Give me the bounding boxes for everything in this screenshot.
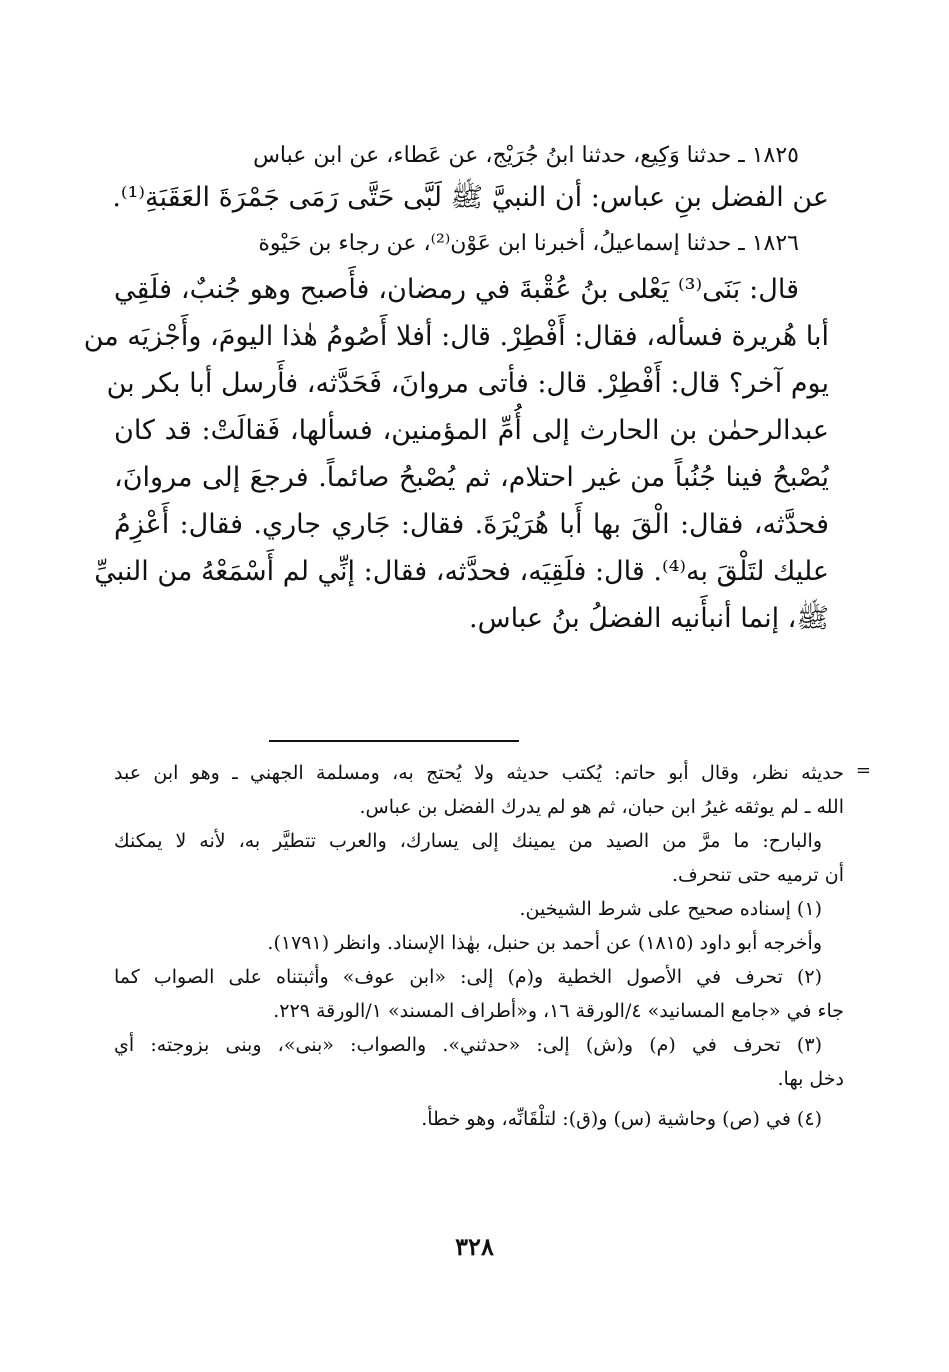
- hadith-1826-body-line: فحدَّثه، فقال: الْقَ بها أَبا هُرَيْرَةَ. فقال: جَاري جاري. فقال: أَعْزِمُ: [114, 509, 829, 540]
- hadith-1826-body: [83, 266, 829, 642]
- footnote-line: دخل بها.: [777, 1068, 844, 1090]
- hadith-1825-line-2: عن الفضل بنِ عباس: أن النبيَّ ﷺ لَبَّى حَتَّى رَمَى جَمْرَةَ العَقَبَةِ⁽¹⁾.: [112, 182, 829, 213]
- footnote-paragraph: [114, 960, 844, 1028]
- footnote-line: (١) إسناده صحيح على شرط الشيخين.: [519, 898, 822, 920]
- hadith-1826-body-line: يوم آخر؟ قال: أَفْطِرْ. قال: فأتى مروانَ، فَحَدَّثه، فأَرسل أبا بكر بن: [106, 368, 829, 399]
- footnotes: [114, 756, 844, 1136]
- footnote-paragraph: [114, 926, 844, 960]
- footnote-line: حديثه نظر، وقال أبو حاتم: يُكتب حديثه ولا يُحتج به، ومسلمة الجهني ـ وهو ابن عبد: [114, 762, 844, 784]
- footnote-paragraph: [114, 756, 844, 824]
- footnote-line: (٣) تحرف في (م) و(ش) إلى: «حدثني». والصواب: «بنى»، وبنى بزوجته: أي: [114, 1034, 822, 1056]
- footnote-line: الله ـ لم يوثقه غيرُ ابن حبان، ثم هو لم يدرك الفضل بن عباس.: [359, 796, 844, 818]
- footnote-line: (٤) في (ص) وحاشية (س) و(ق): لتلْقَانِّه، وهو خطأ.: [421, 1108, 822, 1130]
- hadith-1826-body-line: عبدالرحمٰن بن الحارث إلى أُمِّ المؤمنين، فسألها، فَقالَتْ: قد كان: [114, 415, 829, 446]
- footnote-paragraph: [114, 824, 844, 892]
- footnote-line: (٢) تحرف في الأصول الخطية و(م) إلى: «ابن عوف» وأثبتناه على الصواب كما: [114, 966, 822, 988]
- footnote-line: والبارح: ما مرَّ من الصيد من يمينك إلى يسارك، والعرب تتطيَّر به، لأنه لا يمكنك: [114, 830, 822, 852]
- footnote-line: جاء في «جامع المسانيد» ٤/الورقة ١٦، و«أطراف المسند» ١/الورقة ٢٢٩.: [273, 1000, 844, 1022]
- hadith-1826-body-line: ﷺ، إنما أنبأَنيه الفضلُ بنُ عباس.: [469, 603, 829, 634]
- hadith-1826-body-line: يُصْبحُ فينا جُنُباً من غير احتلام، ثم يُصْبحُ صائماً. فرجعَ إلى مروانَ،: [114, 462, 829, 493]
- hadith-1826-body-line: أبا هُريرة فسأله، فقال: أَفْطِرْ. قال: أفلا أَصُومُ هٰذا اليومَ، وأَجْزيَه من: [83, 321, 829, 352]
- footnote-paragraph: [114, 1028, 844, 1096]
- footnote-line: أن ترميه حتى تنحرف.: [671, 864, 844, 886]
- footnote-line: وأخرجه أبو داود (١٨١٥) عن أحمد بن حنبل، بهٰذا الإسناد. وانظر (١٧٩١).: [267, 932, 822, 954]
- hadith-1826-body-line: قال: بَنَى⁽³⁾ يَعْلى بنُ عُقْبةَ في رمضان، فأَصبح وهو جُنبٌ، فلَقِي: [114, 274, 799, 305]
- page-number: ٣٢٨: [455, 1232, 494, 1261]
- footnote-paragraph: [114, 1102, 844, 1136]
- footnote-paragraph: [114, 892, 844, 926]
- footnote-separator: [269, 740, 519, 742]
- continuation-mark: =: [855, 760, 871, 781]
- hadith-1826-body-line: عليك لتَلْقَ به⁽⁴⁾. قال: فلَقِيَه، فحدَّثه، فقال: إنِّي لم أَسْمَعْهُ من النبيِّ: [94, 556, 829, 587]
- hadith-1826-line-1: ١٨٢٦ ـ حدثنا إسماعيلُ، أخبرنا ابن عَوْن⁽²⁾، عن رجاء بن حَيْوة: [258, 231, 799, 256]
- hadith-1825-line-1: ١٨٢٥ ـ حدثنا وَكِيع، حدثنا ابنُ جُرَيْج، عن عَطاء، عن ابن عباس: [253, 143, 799, 168]
- main-text: [83, 138, 829, 642]
